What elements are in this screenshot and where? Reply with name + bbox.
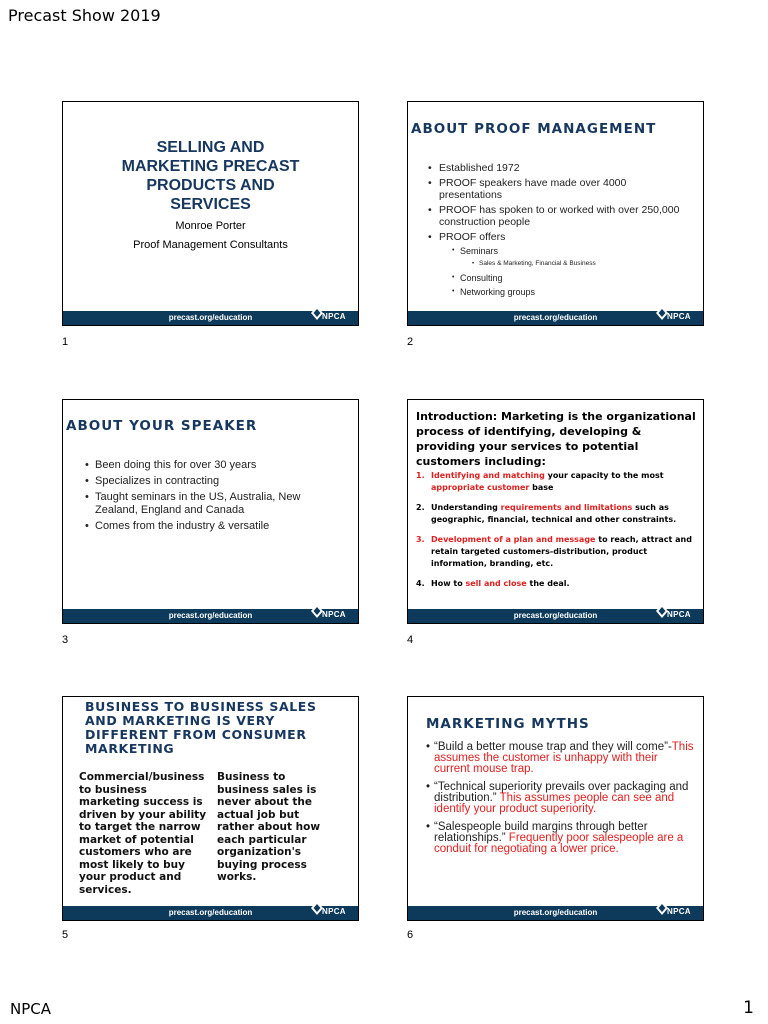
slide-number: 5 — [62, 929, 69, 941]
list-item: 1. Identifying and matching your capacity to the most appropriate customer base — [416, 471, 664, 492]
list-item: • “Build a better mouse trap and they will come”-This assumes the customer is unhappy with their current mouse trap. — [426, 742, 696, 775]
list-item: • PROOF has spoken to or worked with over 250,000 construction people — [428, 204, 688, 228]
slide-5-title: BUSINESS TO BUSINESS SALES AND MARKETING IS VERY DIFFERENT FROM CONSUMER MARKETING — [85, 699, 317, 756]
slide-2 — [407, 101, 704, 326]
slide-5 — [62, 696, 359, 921]
slide-6 — [407, 696, 704, 921]
slide-2-title: ABOUT PROOF MANAGEMENT — [411, 121, 657, 137]
page-number: 1 — [743, 998, 754, 1018]
slide-1-title: SELLING AND MARKETING PRECAST PRODUCTS AND SERVICES — [121, 139, 300, 213]
list-item: 3. Development of a plan and message to reach, attract and retain targeted customers-distribution, product information, branding, etc. — [416, 535, 692, 568]
slide-footer-url: precast.org/education — [513, 908, 598, 917]
slide-footer-url: precast.org/education — [168, 611, 253, 620]
list-item: • “Technical superiority prevails over packaging and distribution.” This assumes people can see and identify your product superiority. — [426, 782, 696, 815]
slide-footer-bar — [63, 906, 358, 920]
npca-logo-icon: NPCA — [310, 603, 352, 623]
sub-sub-list-item: • Sales & Marketing, Financial & Business — [472, 258, 688, 270]
slide-footer-bar — [63, 609, 358, 623]
slide-number: 3 — [62, 634, 69, 646]
slide-2-bullets — [428, 162, 688, 301]
sub-list-item: • Seminars • Sales & Marketing, Financial & Business — [452, 245, 688, 270]
slide-5-right-column: Business to business sales is never about the actual job but rather about how each particular organization's buying process works. — [217, 771, 321, 883]
slide-footer-bar — [63, 311, 358, 325]
list-item: 4. How to sell and close the deal. — [416, 579, 570, 588]
sub-list — [439, 245, 688, 298]
slide-4 — [407, 399, 704, 624]
list-item: • Been doing this for over 30 years — [85, 459, 345, 472]
npca-logo-icon: NPCA — [655, 603, 697, 623]
slide-3-bullets — [85, 459, 345, 536]
list-item: • “Salespeople build margins through better relationships.” Frequently poor salespeople are a conduit for negotiating a lower price. — [426, 822, 696, 855]
slide-footer-bar — [408, 311, 703, 325]
presenter-name: Monroe Porter — [175, 220, 246, 232]
slide-footer-bar — [408, 609, 703, 623]
slide-footer-url: precast.org/education — [513, 313, 598, 322]
slide-footer-bar — [408, 906, 703, 920]
slide-4-list — [416, 470, 698, 598]
slide-footer-url: precast.org/education — [513, 611, 598, 620]
npca-logo-icon: NPCA — [310, 305, 352, 325]
sub-list-item: • Networking groups — [452, 286, 688, 298]
slide-4-intro: Introduction: Marketing is the organizational process of identifying, developing & providing your services to potential customers including: — [416, 410, 696, 468]
page-footer-org: NPCA — [10, 1000, 52, 1018]
slide-6-bullets — [426, 742, 696, 862]
list-item: • Comes from the industry & versatile — [85, 520, 345, 533]
npca-logo-icon: NPCA — [655, 305, 697, 325]
list-item: • Established 1972 — [428, 162, 688, 174]
sub-list-item: • Consulting — [452, 272, 688, 284]
page-header-title: Precast Show 2019 — [8, 6, 161, 25]
slide-footer-url: precast.org/education — [168, 908, 253, 917]
slide-number: 6 — [407, 929, 414, 941]
slide-5-left-column: Commercial/business to business marketing success is driven by your ability to target the narrow market of potential customers who are most likely to buy your product and services. — [79, 771, 207, 896]
list-item: • Specializes in contracting — [85, 475, 345, 488]
slide-number: 2 — [407, 336, 414, 348]
slide-number: 1 — [62, 336, 69, 348]
slide-6-title: MARKETING MYTHS — [426, 716, 590, 732]
list-item: 2. Understanding requirements and limitations such as geographic, financial, technical and other constraints. — [416, 503, 677, 524]
list-item: • PROOF speakers have made over 4000 presentations — [428, 177, 688, 201]
slide-3-title: ABOUT YOUR SPEAKER — [66, 418, 258, 434]
slide-footer-url: precast.org/education — [168, 313, 253, 322]
npca-logo-icon: NPCA — [655, 900, 697, 920]
npca-logo-icon: NPCA — [310, 900, 352, 920]
list-item: • PROOF offers • Seminars • Sales & Marketing, Financial & Business • Consulting • Networking groups — [428, 231, 688, 298]
slide-number: 4 — [407, 634, 414, 646]
slide-1 — [62, 101, 359, 326]
presenter-company: Proof Management Consultants — [133, 239, 288, 251]
slide-3 — [62, 399, 359, 624]
list-item: • Taught seminars in the US, Australia, New Zealand, England and Canada — [85, 491, 345, 517]
